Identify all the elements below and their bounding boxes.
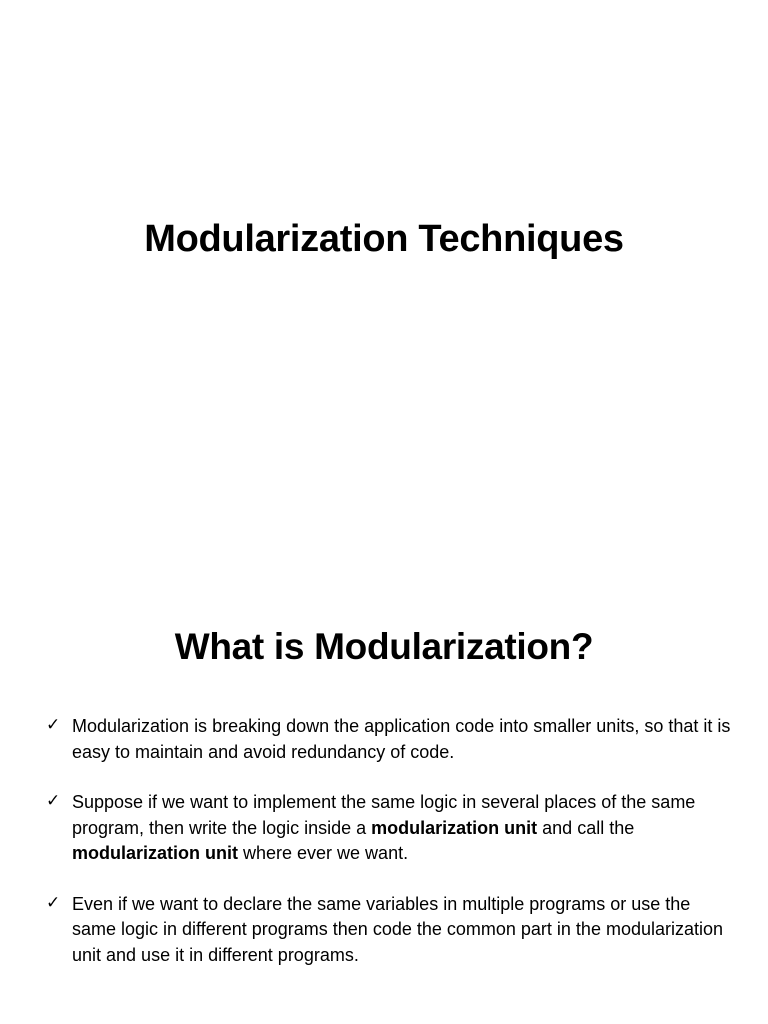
bullet-text-part: Suppose if we want to implement the same logic in several places of the same program, then write the logic inside a (72, 792, 696, 838)
bullet-text-part: where ever we want. (238, 843, 409, 863)
slide-title: Modularization Techniques (144, 218, 624, 260)
bullet-text: Even if we want to declare the same variables in multiple programs or use the same logic in different programs then code the common part in the modularization unit and use it in different programs. (72, 893, 724, 965)
check-icon: ✓ (46, 715, 61, 734)
bullet-item (46, 790, 736, 867)
slide-2 (0, 576, 768, 1024)
bullet-item (46, 714, 736, 765)
slide-heading: What is Modularization? (174, 626, 594, 667)
bullet-item (46, 892, 736, 969)
check-icon: ✓ (46, 791, 61, 810)
check-icon: ✓ (46, 892, 61, 912)
bold-term: modularization unit (72, 843, 238, 863)
bullet-list (46, 714, 736, 993)
bullet-text-part: and call the (537, 817, 635, 838)
bold-term: modularization unit (371, 817, 538, 838)
bullet-text: Modularization is breaking down the application code into smaller units, so that it is easy to maintain and avoid redundancy of code. (72, 716, 731, 762)
